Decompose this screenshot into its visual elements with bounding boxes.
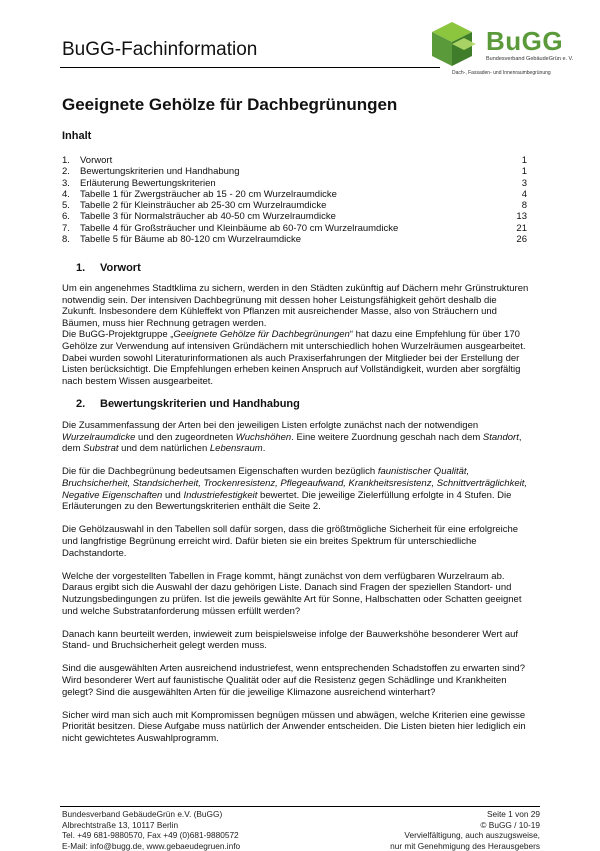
header-divider <box>60 67 440 68</box>
toc-page: 13 <box>507 211 527 222</box>
section-2-paragraph: Sicher wird man sich auch mit Kompromissen begnügen müssen und abwägen, welche Kriterien eine gewisse Priorität besitzen. Diese Aufgabe muss natürlich der Anwender entscheiden. Die Listen bieten hier lediglich ein nicht gewichtetes Auswahlprogramm. <box>62 710 532 745</box>
section-2-paragraph: Sind die ausgewählten Arten ausreichend industriefest, wenn entsprechenden Schadstoffen zu erwarten sind? Wird besonderer Wert auf faunistische Qualität oder auf die Resistenz gegen Schädlinge und Krankheiten gelegt? Sind die ausgewählten Arten für die jeweilige Klimazone ausreichend winterhart? <box>62 663 532 698</box>
section-2-heading <box>76 398 300 410</box>
header-title: BuGG-Fachinformation <box>62 39 257 61</box>
footer-phone: Tel. +49 681-9880570, Fax +49 (0)681-9880572 <box>62 830 240 841</box>
rights-line-1: Vervielfältigung, auch auszugsweise, <box>390 830 540 841</box>
toc-page: 4 <box>507 189 527 200</box>
toc-text: Tabelle 3 für Normalsträucher ab 40-50 cm Wurzelraumdicke <box>80 211 507 222</box>
toc-page: 1 <box>507 166 527 177</box>
logo-subtitle: Bundesverband GebäudeGrün e. V. <box>486 56 573 62</box>
toc-page: 21 <box>507 223 527 234</box>
toc-text: Erläuterung Bewertungskriterien <box>80 178 507 189</box>
footer-street: Albrechtstraße 13, 10117 Berlin <box>62 820 240 831</box>
section-2-paragraph: Die Zusammenfassung der Arten bei den jeweiligen Listen erfolgte zunächst nach der notwendigen Wurzelraumdicke und den zugeordneten Wuchshöhen. Eine weitere Zuordnung geschah nach dem Standort, dem Substrat und dem natürlichen Lebensraum. <box>62 420 532 455</box>
toc-num: 1. <box>62 155 80 166</box>
section-1-heading <box>76 262 141 274</box>
toc-text: Tabelle 1 für Zwergsträucher ab 15 - 20 cm Wurzelraumdicke <box>80 189 507 200</box>
table-of-contents <box>62 155 527 245</box>
toc-num: 6. <box>62 211 80 222</box>
document-title: Geeignete Gehölze für Dachbegrünungen <box>62 95 397 115</box>
toc-entry[interactable] <box>62 189 527 200</box>
section-1-paragraph: Um ein angenehmes Stadtklima zu sichern, werden in den Städten zukünftig auf Dächern mehr Grünstrukturen notwendig sein. Der intensiven Dachbegrünung mit dessen hoher Leistungsfähigkeit gehört deshalb die Zukunft. Insbesondere dem Kühleffekt von Pflanzen mit ausreichender Masse, also von Sträuchern und Bäumen, muss hier Rechnung getragen werden. <box>62 283 532 329</box>
section-2-paragraph: Die für die Dachbegrünung bedeutsamen Eigenschaften wurden bezüglich faunistischer Qualität, Bruchsicherheit, Standsicherheit, Trockenresistenz, Pflegeaufwand, Krankheitsresistenz, Schnittverträglichkeit, Negative Eigenschaften und Industriefestigkeit bewertet. Die jeweilige Zielerfüllung erfolgte in 4 Stufen. Die Erläuterungen zu den Bewertungskriterien enthält die Seite 2. <box>62 466 532 512</box>
toc-page: 8 <box>507 200 527 211</box>
section-2-paragraph: Danach kann beurteilt werden, inwieweit zum beispielsweise infolge der Bauwerkshöhe besonderer Wert auf Stand- und Bruchsicherheit gelegt werden muss. <box>62 629 532 652</box>
footer-address <box>62 809 240 851</box>
section-2-title: Bewertungskriterien und Handhabung <box>100 398 300 410</box>
toc-num: 8. <box>62 234 80 245</box>
section-1-body <box>62 283 532 399</box>
toc-page: 3 <box>507 178 527 189</box>
footer-org: Bundesverband GebäudeGrün e.V. (BuGG) <box>62 809 240 820</box>
section-1-title: Vorwort <box>100 262 141 274</box>
page-number: Seite 1 von 29 <box>390 809 540 820</box>
footer-divider <box>60 806 540 807</box>
toc-text: Tabelle 2 für Kleinsträucher ab 25-30 cm Wurzelraumdicke <box>80 200 507 211</box>
toc-page: 26 <box>507 234 527 245</box>
rights-line-2: nur mit Genehmigung des Herausgebers <box>390 841 540 851</box>
logo-tagline: Dach-, Fassaden- und Innenraumbegrünung <box>452 70 551 76</box>
toc-page: 1 <box>507 155 527 166</box>
section-2-paragraph: Welche der vorgestellten Tabellen in Frage kommt, hängt zunächst von dem verfügbaren Wurzelraum ab. Daraus ergibt sich die Auswahl der dazu gehörigen Liste. Danach sind Fragen der speziellen Standort- und Nutzungsbedingungen zu prüfen. Ist die jeweils gewählte Art für Sonne, Halbschatten oder Schatten geeignet und welche Substratanforderung müssen erfüllt werden? <box>62 571 532 617</box>
toc-num: 4. <box>62 189 80 200</box>
section-2-body <box>62 420 532 756</box>
toc-entry[interactable] <box>62 178 527 189</box>
toc-entry[interactable] <box>62 200 527 211</box>
toc-entry[interactable] <box>62 166 527 177</box>
logo-text: BuGG <box>486 26 563 57</box>
toc-text: Vorwort <box>80 155 507 166</box>
toc-entry[interactable] <box>62 234 527 245</box>
toc-text: Bewertungskriterien und Handhabung <box>80 166 507 177</box>
toc-entry[interactable] <box>62 223 527 234</box>
copyright: © BuGG / 10-19 <box>390 820 540 831</box>
toc-num: 3. <box>62 178 80 189</box>
toc-text: Tabelle 5 für Bäume ab 80-120 cm Wurzelraumdicke <box>80 234 507 245</box>
toc-text: Tabelle 4 für Großsträucher und Kleinbäume ab 60-70 cm Wurzelraumdicke <box>80 223 507 234</box>
section-1-paragraph: Die BuGG-Projektgruppe „Geeignete Gehölze für Dachbegrünungen“ hat dazu eine Empfehlung für über 170 Gehölze zur Verwendung auf intensiven Gründächern mit unterschiedlich hohen Wurzelräumen ausgearbeitet. Dabei wurden sowohl Literaturinformationen als auch Praxiserfahrungen der Mitglieder bei der Erstellung der Listen berücksichtigt. Die Empfehlungen erheben keinen Anspruch auf Vollständigkeit, wurden aber sorgfältig nach bestem Wissen ausgearbeitet. <box>62 329 532 387</box>
section-2-number: 2. <box>76 398 100 410</box>
toc-num: 5. <box>62 200 80 211</box>
toc-num: 2. <box>62 166 80 177</box>
section-2-paragraph: Die Gehölzauswahl in den Tabellen soll dafür sorgen, dass die größtmögliche Sicherheit für eine erfolgreiche und langfristige Begrünung erreicht wird. Dafür bieten sie ein breites Spektrum für unterschiedliche Dachstandorte. <box>62 524 532 559</box>
footer-rights <box>390 809 540 851</box>
toc-entry[interactable] <box>62 211 527 222</box>
toc-num: 7. <box>62 223 80 234</box>
toc-entry[interactable] <box>62 155 527 166</box>
toc-heading: Inhalt <box>62 130 91 142</box>
section-1-number: 1. <box>76 262 100 274</box>
footer-email[interactable]: E-Mail: info@bugg.de, www.gebaeudegruen.info <box>62 841 240 851</box>
